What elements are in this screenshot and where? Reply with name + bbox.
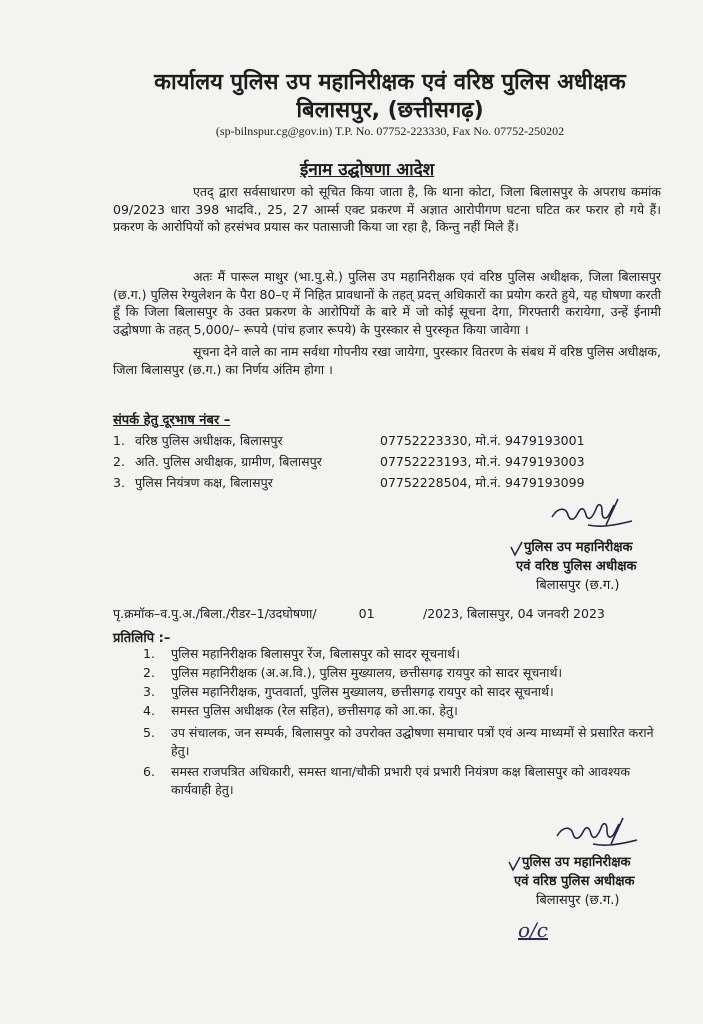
paragraph-declaration: अतः मैं पारूल माथुर (भा.पु.से.) पुलिस उप महानिरीक्षक एवं वरिष्ठ पुलिस अधीक्षक, जिला बिलासपुर (छ.ग.) पुलिस रेग्युलेशन के पैरा 80–ए में निहित प्रावधानों के तहत् प्रदत्त् अधिकारों का प्रयोग करते हुये, यह घोषणा करती हूँ कि जिला बिलासपुर के उक्त प्रकरण के आरोपियों के बारे में जो कोई सूचना देगा, गिरफ्तारी करायेगा, उन्हें ईनामी उद्घोषणा के तहत् 5,000/– रूपये (पांच हजार रूपये) के पुरस्कार से पुरस्कृत किया जावेगा । — [113, 269, 661, 337]
copy-num: 6. — [143, 764, 155, 779]
contact-heading: संपर्क हेतु दूरभाष नंबर – — [113, 413, 231, 428]
contact-phone: 07752228504, मो.नं. 9479193099 — [380, 475, 585, 490]
copy-item — [143, 702, 663, 720]
copy-item — [143, 724, 663, 759]
signature-block — [510, 538, 637, 595]
reference-serial: 01 — [358, 606, 375, 621]
signature-title: पुलिस उप महानिरीक्षक — [522, 855, 631, 870]
copy-num: 4. — [143, 703, 155, 718]
copy-item — [143, 763, 663, 798]
checkmark-icon — [510, 541, 524, 557]
handwritten-note: o/c — [518, 918, 548, 942]
contact-num: 3. — [113, 475, 125, 490]
document-title: ईनाम उद्घोषणा आदेश — [300, 160, 435, 180]
signature-designation: एवं वरिष्ठ पुलिस अधीक्षक — [514, 874, 635, 889]
office-location: बिलासपुर, (छत्तीसगढ़) — [296, 98, 484, 123]
contact-label: पुलिस नियंत्रण कक्ष, बिलासपुर — [135, 475, 273, 490]
paragraph-intro: एतद् द्वारा सर्वसाधारण को सूचित किया जाता है, कि थाना कोटा, जिला बिलासपुर के अपराध कमांक 09/2023 धारा 398 भादवि., 25, 27 आर्म्स एक्ट प्रकरण में अज्ञात आरोपीगण घटना घटित कर फरार हो गये हैं। प्रकरण के आरोपियों को हरसंभव प्रयास कर पतासाजी किया जा रहा है, किन्तु नहीं मिले हैं। — [113, 184, 661, 234]
office-title: कार्यालय पुलिस उप महानिरीक्षक एवं वरिष्ठ पुलिस अधीक्षक — [154, 70, 626, 95]
signature-place: बिलासपुर (छ.ग.) — [536, 893, 620, 908]
copy-item — [143, 683, 663, 701]
checkmark-icon — [508, 856, 522, 872]
copy-text: पुलिस महानिरीक्षक, गुप्तवार्ता, पुलिस मुख्यालय, छत्तीसगढ़ रायपुर को सादर सूचनार्थ। — [171, 684, 554, 699]
copy-num: 5. — [143, 725, 155, 740]
copy-text: उप संचालक, जन सम्पर्क, बिलासपुर को उपरोक्त उद्घोषणा समाचार पत्रों एवं अन्य माध्यमों से प्रसारित कराने हेतु। — [171, 725, 654, 758]
copy-text: पुलिस महानिरीक्षक (अ.अ.वि.), पुलिस मुख्यालय, छत्तीसगढ़ रायपुर को सादर सूचनार्थ। — [171, 665, 563, 680]
signature-block — [508, 853, 635, 910]
contact-row — [113, 474, 585, 491]
contact-label: वरिष्ठ पुलिस अधीक्षक, बिलासपुर — [135, 433, 283, 448]
copy-item — [143, 645, 663, 663]
copy-heading: प्रतिलिपि :– — [113, 631, 171, 646]
office-contact: (sp-bilnspur.cg@gov.in) T.P. No. 07752-223330, Fax No. 07752-250202 — [215, 124, 565, 138]
signature-scribble — [553, 814, 643, 854]
copy-item — [143, 664, 663, 682]
signature-place: बिलासपुर (छ.ग.) — [536, 578, 620, 593]
reference-number — [113, 605, 375, 622]
copy-num: 2. — [143, 665, 155, 680]
reference-date: /2023, बिलासपुर, 04 जनवरी 2023 — [423, 606, 605, 621]
reference-prefix: पृ.क्रमॉक–व.पु.अ./बिला./रीडर–1/उदघोषणा/ — [113, 606, 317, 621]
contact-num: 1. — [113, 433, 125, 448]
signature-title: पुलिस उप महानिरीक्षक — [524, 540, 633, 555]
contact-phone: 07752223193, मो.नं. 9479193003 — [380, 454, 585, 469]
contact-phone: 07752223330, मो.नं. 9479193001 — [380, 433, 585, 448]
copy-num: 1. — [143, 646, 155, 661]
copy-num: 3. — [143, 684, 155, 699]
contact-num: 2. — [113, 454, 125, 469]
signature-designation: एवं वरिष्ठ पुलिस अधीक्षक — [516, 559, 637, 574]
contact-row — [113, 432, 585, 449]
copy-text: पुलिस महानिरीक्षक बिलासपुर रेंज, बिलासपुर को सादर सूचनार्थ। — [171, 646, 460, 661]
contact-label: अति. पुलिस अधीक्षक, ग्रामीण, बिलासपुर — [135, 454, 322, 469]
paragraph-confidentiality: सूचना देने वाले का नाम सर्वथा गोपनीय रखा जायेगा, पुरस्कार वितरण के संबध में वरिष्ठ पुलिस अधीक्षक, जिला बिलासपुर (छ.ग.) का निर्णय अंतिम होगा । — [113, 344, 661, 377]
signature-scribble — [548, 495, 638, 535]
copy-text: समस्त राजपत्रित अधिकारी, समस्त थाना/चौकी प्रभारी एवं प्रभारी नियंत्रण कक्ष बिलासपुर को आवश्यक कार्यवाही हेतु। — [171, 764, 630, 797]
copy-text: समस्त पुलिस अधीक्षक (रेल सहित), छत्तीसगढ़ को आ.का. हेतु। — [171, 703, 458, 718]
contact-row — [113, 453, 585, 470]
